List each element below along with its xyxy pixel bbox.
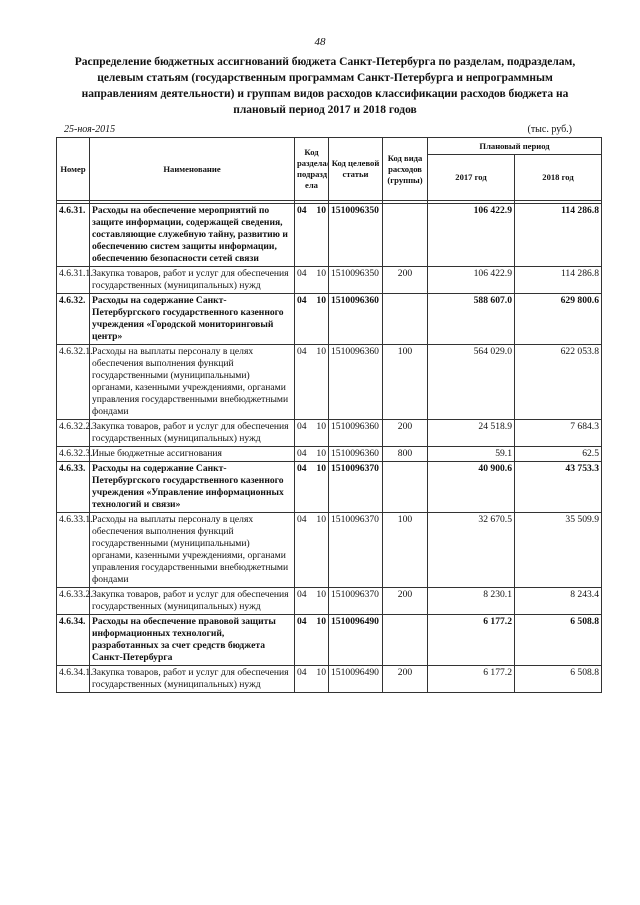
row-name: Закупка товаров, работ и услуг для обеспечения государственных (муниципальных) нужд <box>90 267 295 294</box>
row-subsection-code: 10 <box>316 667 326 678</box>
row-section <box>295 420 329 447</box>
row-number: 4.6.31.1. <box>57 267 90 294</box>
row-subsection-code: 10 <box>316 421 326 432</box>
row-target: 1510096360 <box>329 345 383 420</box>
row-2017: 106 422.9 <box>428 267 515 294</box>
row-expense-type: 200 <box>383 267 428 294</box>
row-section <box>295 447 329 462</box>
row-subsection-code: 10 <box>316 295 326 306</box>
row-expense-type <box>383 615 428 666</box>
row-2017: 8 230.1 <box>428 588 515 615</box>
row-expense-type <box>383 204 428 267</box>
row-subsection-code: 10 <box>316 448 326 459</box>
table-row <box>57 462 602 513</box>
row-number: 4.6.31. <box>57 204 90 267</box>
header-planned-period: Плановый период <box>428 138 602 155</box>
row-2017: 106 422.9 <box>428 204 515 267</box>
page-number: 48 <box>314 36 326 48</box>
row-subsection-code: 10 <box>316 616 326 627</box>
row-target: 1510096360 <box>329 420 383 447</box>
header-number: Номер <box>57 138 90 201</box>
row-name: Закупка товаров, работ и услуг для обеспечения государственных (муниципальных) нужд <box>90 588 295 615</box>
header-section: Код раздела/ подразд ела <box>295 138 329 201</box>
table-row <box>57 588 602 615</box>
row-section-code: 04 <box>297 667 307 678</box>
row-expense-type: 200 <box>383 666 428 693</box>
table-row <box>57 204 602 267</box>
row-section-code: 04 <box>297 616 307 627</box>
budget-table <box>56 137 602 693</box>
table-row <box>57 420 602 447</box>
row-target: 1510096370 <box>329 513 383 588</box>
row-name: Расходы на выплаты персоналу в целях обеспечения выполнения функций государственными (муниципальными) органами, казенными учреждениями, органами управления государственными внебюджетными фондами <box>90 345 295 420</box>
row-section <box>295 666 329 693</box>
row-number: 4.6.32. <box>57 294 90 345</box>
row-2017: 6 177.2 <box>428 666 515 693</box>
row-subsection-code: 10 <box>316 268 326 279</box>
header-year-2017: 2017 год <box>428 155 515 201</box>
header-year-2018: 2018 год <box>515 155 602 201</box>
row-2017: 588 607.0 <box>428 294 515 345</box>
row-section-code: 04 <box>297 268 307 279</box>
row-target: 1510096350 <box>329 267 383 294</box>
row-subsection-code: 10 <box>316 589 326 600</box>
row-2018: 114 286.8 <box>515 204 602 267</box>
row-2018: 114 286.8 <box>515 267 602 294</box>
row-number: 4.6.32.3. <box>57 447 90 462</box>
row-2017: 24 518.9 <box>428 420 515 447</box>
row-target: 1510096490 <box>329 615 383 666</box>
table-row <box>57 615 602 666</box>
row-name: Расходы на содержание Санкт-Петербургского государственного казенного учреждения «Управление информационных технологий и связи» <box>90 462 295 513</box>
row-section <box>295 615 329 666</box>
row-number: 4.6.34. <box>57 615 90 666</box>
row-section <box>295 204 329 267</box>
table-row <box>57 345 602 420</box>
row-number: 4.6.33. <box>57 462 90 513</box>
row-expense-type: 200 <box>383 420 428 447</box>
row-2017: 6 177.2 <box>428 615 515 666</box>
row-expense-type: 800 <box>383 447 428 462</box>
row-section-code: 04 <box>297 346 307 357</box>
row-subsection-code: 10 <box>316 514 326 525</box>
row-target: 1510096370 <box>329 588 383 615</box>
row-2017: 40 900.6 <box>428 462 515 513</box>
row-number: 4.6.33.2. <box>57 588 90 615</box>
row-section-code: 04 <box>297 448 307 459</box>
row-target: 1510096350 <box>329 204 383 267</box>
row-2018: 622 053.8 <box>515 345 602 420</box>
row-expense-type: 100 <box>383 513 428 588</box>
units-label: (тыс. руб.) <box>527 124 572 135</box>
row-number: 4.6.33.1. <box>57 513 90 588</box>
row-name: Расходы на обеспечение мероприятий по защите информации, содержащей сведения, составляющие служебную тайну, развитию и обеспечению систем защиты информации, обеспечению безопасности сетей связи <box>90 204 295 267</box>
table-row <box>57 666 602 693</box>
row-2018: 8 243.4 <box>515 588 602 615</box>
row-number: 4.6.32.1. <box>57 345 90 420</box>
row-expense-type: 200 <box>383 588 428 615</box>
header-target: Код целевой статьи <box>329 138 383 201</box>
table-row <box>57 267 602 294</box>
row-subsection-code: 10 <box>316 463 326 474</box>
row-name: Расходы на выплаты персоналу в целях обеспечения выполнения функций государственными (муниципальными) органами, казенными учреждениями, органами управления государственными внебюджетными фондами <box>90 513 295 588</box>
row-name: Закупка товаров, работ и услуг для обеспечения государственных (муниципальных) нужд <box>90 420 295 447</box>
row-section-code: 04 <box>297 463 307 474</box>
document-title: Распределение бюджетных ассигнований бюджета Санкт-Петербурга по разделам, подразделам, целевым статьям (государственным программам Санкт-Петербурга и непрограммным направлениям деятельности) и группам видов расходов классификации расходов бюджета на плановый период 2017 и 2018 годов <box>74 56 576 116</box>
row-expense-type <box>383 294 428 345</box>
row-section <box>295 267 329 294</box>
table-row <box>57 294 602 345</box>
row-2017: 59.1 <box>428 447 515 462</box>
row-2017: 564 029.0 <box>428 345 515 420</box>
row-number: 4.6.34.1. <box>57 666 90 693</box>
row-subsection-code: 10 <box>316 205 326 216</box>
row-target: 1510096370 <box>329 462 383 513</box>
row-section-code: 04 <box>297 421 307 432</box>
row-section <box>295 513 329 588</box>
row-name: Расходы на обеспечение правовой защиты информационных технологий, разработанных за счет средств бюджета Санкт-Петербурга <box>90 615 295 666</box>
document-date: 25-ноя-2015 <box>64 124 116 135</box>
row-section-code: 04 <box>297 514 307 525</box>
row-2018: 43 753.3 <box>515 462 602 513</box>
row-target: 1510096360 <box>329 294 383 345</box>
row-2018: 6 508.8 <box>515 666 602 693</box>
row-expense-type <box>383 462 428 513</box>
row-name: Закупка товаров, работ и услуг для обеспечения государственных (муниципальных) нужд <box>90 666 295 693</box>
row-2018: 6 508.8 <box>515 615 602 666</box>
row-target: 1510096360 <box>329 447 383 462</box>
header-name: Наименование <box>90 138 295 201</box>
row-section <box>295 462 329 513</box>
row-name: Иные бюджетные ассигнования <box>90 447 295 462</box>
row-2018: 7 684.3 <box>515 420 602 447</box>
row-section <box>295 345 329 420</box>
row-section-code: 04 <box>297 205 307 216</box>
row-section <box>295 294 329 345</box>
row-target: 1510096490 <box>329 666 383 693</box>
row-2018: 62.5 <box>515 447 602 462</box>
row-subsection-code: 10 <box>316 346 326 357</box>
table-row <box>57 447 602 462</box>
row-section-code: 04 <box>297 589 307 600</box>
header-expense-type: Код вида расходов (группы) <box>383 138 428 201</box>
row-number: 4.6.32.2. <box>57 420 90 447</box>
row-2018: 35 509.9 <box>515 513 602 588</box>
row-section <box>295 588 329 615</box>
row-section-code: 04 <box>297 295 307 306</box>
row-name: Расходы на содержание Санкт-Петербургского государственного казенного учреждения «Городской мониторинговый центр» <box>90 294 295 345</box>
table-row <box>57 513 602 588</box>
table-body <box>57 204 602 693</box>
row-2017: 32 670.5 <box>428 513 515 588</box>
row-expense-type: 100 <box>383 345 428 420</box>
row-2018: 629 800.6 <box>515 294 602 345</box>
